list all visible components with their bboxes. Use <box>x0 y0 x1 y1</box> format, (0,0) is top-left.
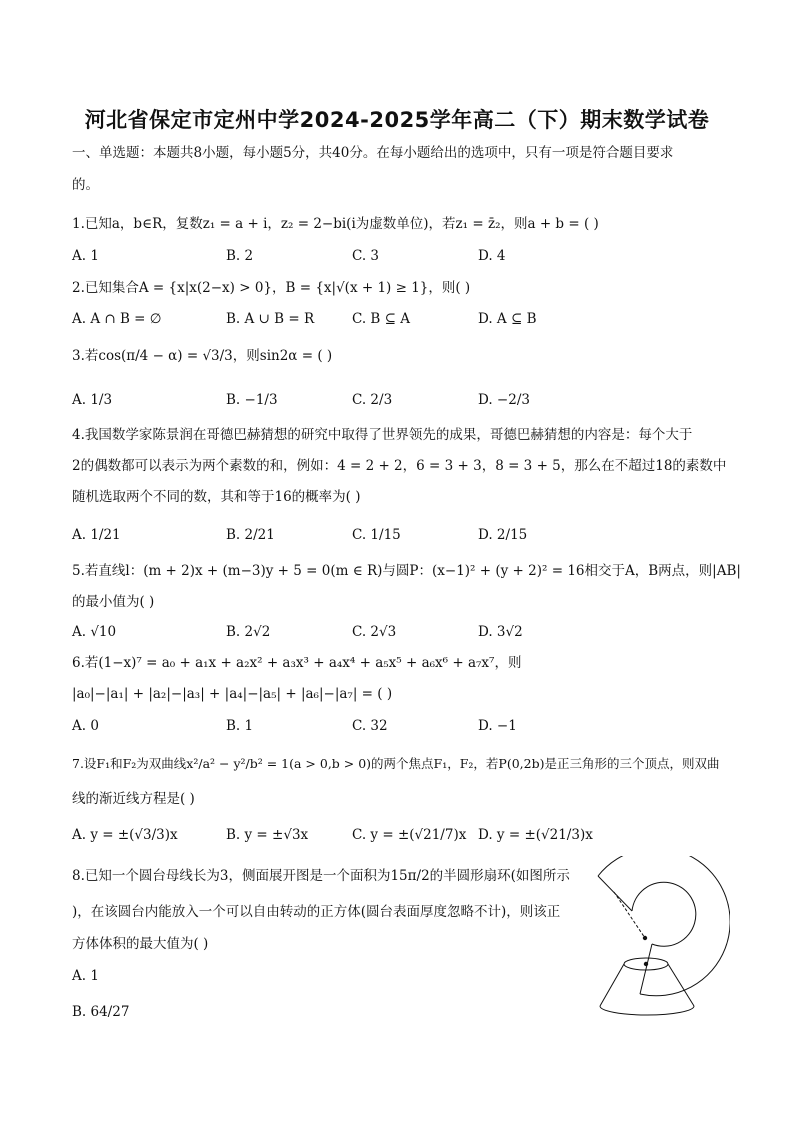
q4-option-b: B. 2/21 <box>226 527 275 543</box>
question-5-line-1: 5.若直线l：(m + 2)x + (m−3)y + 5 = 0(m ∈ R)与圆P：(x−1)² + (y + 2)² = 16相交于A，B两点，则|AB| <box>72 563 741 579</box>
question-4-line-2: 2的偶数都可以表示为两个素数的和，例如：4 = 2 + 2，6 = 3 + 3，8 = 3 + 5，那么在不超过18的素数中 <box>72 458 727 474</box>
section-heading: 一、单选题：本题共8小题，每小题5分，共40分。在每小题给出的选项中，只有一项是符合题目要求 <box>72 145 674 161</box>
q6-option-d: D. −1 <box>478 718 517 734</box>
frustum-top-center <box>644 962 648 966</box>
center-dot <box>643 936 647 940</box>
question-8-line-3: 方体体积的最大值为( ) <box>72 936 209 952</box>
question-6-line-1: 6.若(1−x)⁷ = a₀ + a₁x + a₂x² + a₃x³ + a₄x⁴ + a₅x⁵ + a₆x⁶ + a₇x⁷，则 <box>72 655 522 671</box>
q2-option-b: B. A ∪ B = R <box>226 311 315 327</box>
q5-option-b: B. 2√2 <box>226 624 271 640</box>
question-8-line-2: )，在该圆台内能放入一个可以自由转动的正方体(圆台表面厚度忽略不计)，则该正 <box>72 904 561 920</box>
question-5-line-2: 的最小值为( ) <box>72 594 155 610</box>
q4-option-c: C. 1/15 <box>352 527 401 543</box>
q3-option-a: A. 1/3 <box>72 392 113 408</box>
q3-option-c: C. 2/3 <box>352 392 393 408</box>
q8-option-a: A. 1 <box>72 968 99 984</box>
center-dash <box>614 892 645 938</box>
question-7-line-1: 7.设F₁和F₂为双曲线x²/a² − y²/b² = 1(a > 0,b > 0)的两个焦点F₁，F₂，若P(0,2b)是正三角形的三个顶点，则双曲 <box>72 756 720 771</box>
page-title: 河北省保定市定州中学2024-2025学年高二（下）期末数学试卷 <box>84 108 710 132</box>
q6-option-c: C. 32 <box>352 718 388 734</box>
q7-option-c: C. y = ±(√21/7)x <box>352 827 467 843</box>
q5-option-c: C. 2√3 <box>352 624 397 640</box>
q2-option-a: A. A ∩ B = ∅ <box>72 311 162 327</box>
q2-option-c: C. B ⊆ A <box>352 311 410 327</box>
question-2: 2.已知集合A = {x|x(2−x) > 0}，B = {x|√(x + 1) ≥ 1}，则( ) <box>72 280 471 296</box>
question-7-line-2: 线的渐近线方程是( ) <box>72 791 195 807</box>
q7-option-b: B. y = ±√3x <box>226 827 309 843</box>
q4-option-d: D. 2/15 <box>478 527 528 543</box>
q6-option-b: B. 1 <box>226 718 254 734</box>
q7-option-d: D. y = ±(√21/3)x <box>478 827 593 843</box>
radial-edge-bottom <box>640 944 652 994</box>
q8-option-b: B. 64/27 <box>72 1004 130 1020</box>
section-heading-cont: 的。 <box>72 177 99 193</box>
q1-option-b: B. 2 <box>226 248 254 264</box>
frustum-figure <box>590 856 730 1016</box>
question-6-line-2: |a₀|−|a₁| + |a₂|−|a₃| + |a₄|−|a₅| + |a₆|−|a₇| = ( ) <box>72 686 393 702</box>
q1-option-a: A. 1 <box>72 248 99 264</box>
q3-option-b: B. −1/3 <box>226 392 278 408</box>
question-4-line-3: 随机选取两个不同的数，其和等于16的概率为( ) <box>72 489 361 505</box>
question-4-line-1: 4.我国数学家陈景润在哥德巴赫猜想的研究中取得了世界领先的成果，哥德巴赫猜想的内容是：每个大于 <box>72 427 693 443</box>
q5-option-a: A. √10 <box>72 624 117 640</box>
q2-option-d: D. A ⊆ B <box>478 311 537 327</box>
frustum-right-edge <box>668 964 694 1006</box>
q5-option-d: D. 3√2 <box>478 624 523 640</box>
q7-option-a: A. y = ±(√3/3)x <box>72 827 178 843</box>
q4-option-a: A. 1/21 <box>72 527 121 543</box>
frustum-left-edge <box>600 964 624 1006</box>
question-8-line-1: 8.已知一个圆台母线长为3，侧面展开图是一个面积为15π/2的半圆形扇环(如图所示 <box>72 868 570 884</box>
question-1: 1.已知a，b∈R，复数z₁ = a + i，z₂ = 2−bi(i为虚数单位)，若z₁ = z̄₂，则a + b = ( ) <box>72 216 599 232</box>
q1-option-d: D. 4 <box>478 248 506 264</box>
question-3: 3.若cos(π/4 − α) = √3/3，则sin2α = ( ) <box>72 348 333 364</box>
q1-option-c: C. 3 <box>352 248 380 264</box>
q6-option-a: A. 0 <box>72 718 99 734</box>
inner-arc <box>632 882 696 946</box>
q3-option-d: D. −2/3 <box>478 392 530 408</box>
frustum-bottom-front <box>600 1006 694 1015</box>
